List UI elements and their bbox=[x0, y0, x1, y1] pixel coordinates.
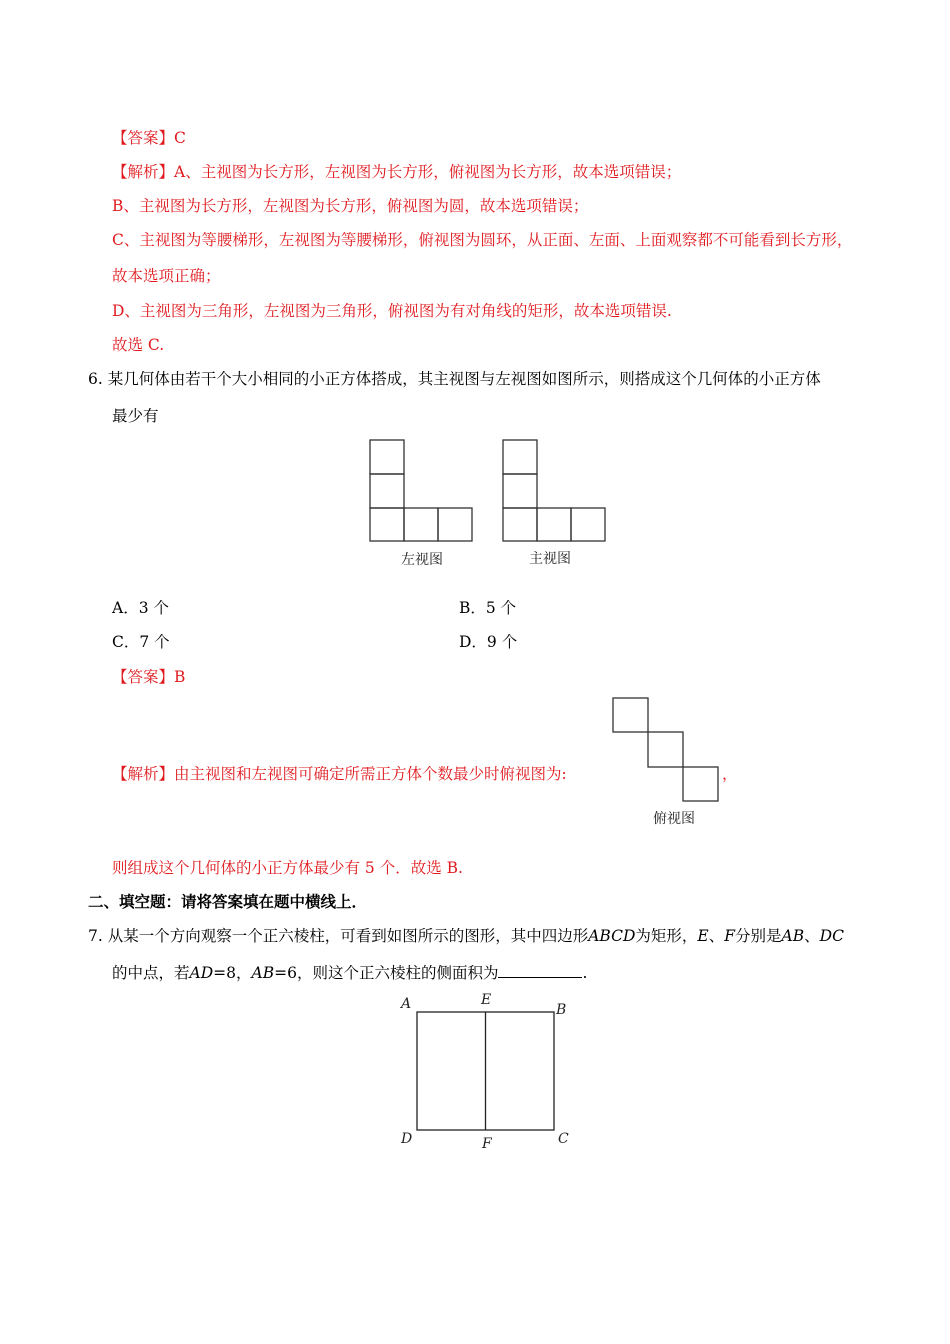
front-view-diagram bbox=[503, 440, 605, 541]
q7-sep: 、 bbox=[708, 927, 725, 945]
point-a-label: A bbox=[401, 996, 412, 1012]
q7-ab2: AB bbox=[251, 964, 275, 982]
q6-views-figure bbox=[362, 432, 612, 572]
q6-option-a: A．3 个 bbox=[112, 599, 169, 617]
q6-analysis-comma: ， bbox=[722, 765, 738, 783]
q7-text-4: 的中点，若 bbox=[112, 964, 190, 982]
point-d-label: D bbox=[401, 1131, 413, 1147]
q7-dc: DC bbox=[819, 927, 844, 945]
point-f-label: F bbox=[482, 1136, 492, 1152]
q7-end: . bbox=[582, 964, 588, 982]
q7-text-1: 7. 从某一个方向观察一个正六棱柱，可看到如图所示的图形，其中四边形 bbox=[88, 927, 589, 945]
analysis-text: A、主视图为长方形，左视图为长方形，俯视图为长方形，故本选项错误； bbox=[174, 163, 682, 181]
front-view-label: 主视图 bbox=[529, 551, 571, 567]
analysis-tag: 【解析】 bbox=[112, 163, 175, 181]
q7-stem-line2 bbox=[112, 963, 587, 983]
left-view-label: 左视图 bbox=[401, 552, 443, 568]
q5-analysis-a bbox=[112, 162, 681, 182]
q5-analysis-c1: C、主视图为等腰梯形，左视图为等腰梯形，俯视图为圆环，从正面、左面、上面观察都不可能看到长方形， bbox=[112, 231, 853, 249]
top-view-diagram bbox=[613, 698, 718, 801]
q7-text-5: =8， bbox=[213, 964, 252, 982]
answer-value: C bbox=[174, 129, 186, 147]
q6-conclusion: 则组成这个几何体的小正方体最少有 5 个．故选 B. bbox=[112, 859, 463, 877]
q5-conclusion: 故选 C. bbox=[112, 336, 165, 354]
q5-analysis-b: B、主视图为长方形，左视图为长方形，俯视图为圆，故本选项错误； bbox=[112, 197, 589, 215]
section-title: 二、填空题：请将答案填在题中横线上． bbox=[88, 892, 368, 911]
q6-stem-line1: 6. 某几何体由若干个大小相同的小正方体搭成，其主视图与左视图如图所示，则搭成这个几何体的小正方体 bbox=[88, 370, 821, 388]
q7-rectangle-figure bbox=[396, 988, 586, 1154]
q7-text-6: =6，则这个正六棱柱的侧面积为 bbox=[274, 964, 499, 982]
q7-ad: AD bbox=[189, 964, 214, 982]
q7-text-2: 为矩形， bbox=[635, 927, 698, 945]
q6-analysis bbox=[112, 764, 567, 784]
q6-stem-line2: 最少有 bbox=[112, 407, 159, 425]
q7-stem-line1 bbox=[88, 926, 844, 946]
q5-answer bbox=[112, 128, 186, 148]
q5-analysis-c2: 故本选项正确； bbox=[112, 267, 221, 285]
q6-option-c: C．7 个 bbox=[112, 633, 170, 651]
answer-blank[interactable] bbox=[498, 963, 582, 978]
answer-tag: 【答案】 bbox=[112, 129, 175, 147]
q7-ab: AB bbox=[781, 927, 805, 945]
point-b-label: B bbox=[556, 1002, 567, 1018]
point-c-label: C bbox=[558, 1131, 569, 1147]
q6-option-b: B．5 个 bbox=[459, 599, 517, 617]
q7-abcd: ABCD bbox=[588, 927, 636, 945]
q7-f: F bbox=[724, 927, 736, 945]
left-view-diagram bbox=[370, 440, 472, 541]
q6-answer bbox=[112, 667, 185, 687]
q7-sep2: 、 bbox=[804, 927, 820, 945]
q5-analysis-d: D、主视图为三角形，左视图为三角形，俯视图为有对角线的矩形，故本选项错误. bbox=[112, 302, 672, 320]
point-e-label: E bbox=[481, 992, 492, 1008]
analysis-tag: 【解析】 bbox=[112, 765, 175, 783]
top-view-label: 俯视图 bbox=[653, 811, 695, 827]
rectangle-abcd bbox=[417, 1012, 554, 1130]
q6-option-d: D．9 个 bbox=[459, 633, 518, 651]
answer-tag: 【答案】 bbox=[112, 668, 175, 686]
answer-value: B bbox=[174, 668, 186, 686]
q6-top-view-figure bbox=[606, 692, 726, 832]
q7-text-3: 分别是 bbox=[735, 927, 782, 945]
analysis-text: 由主视图和左视图可确定所需正方体个数最少时俯视图为: bbox=[174, 765, 567, 783]
q7-e: E bbox=[697, 927, 709, 945]
